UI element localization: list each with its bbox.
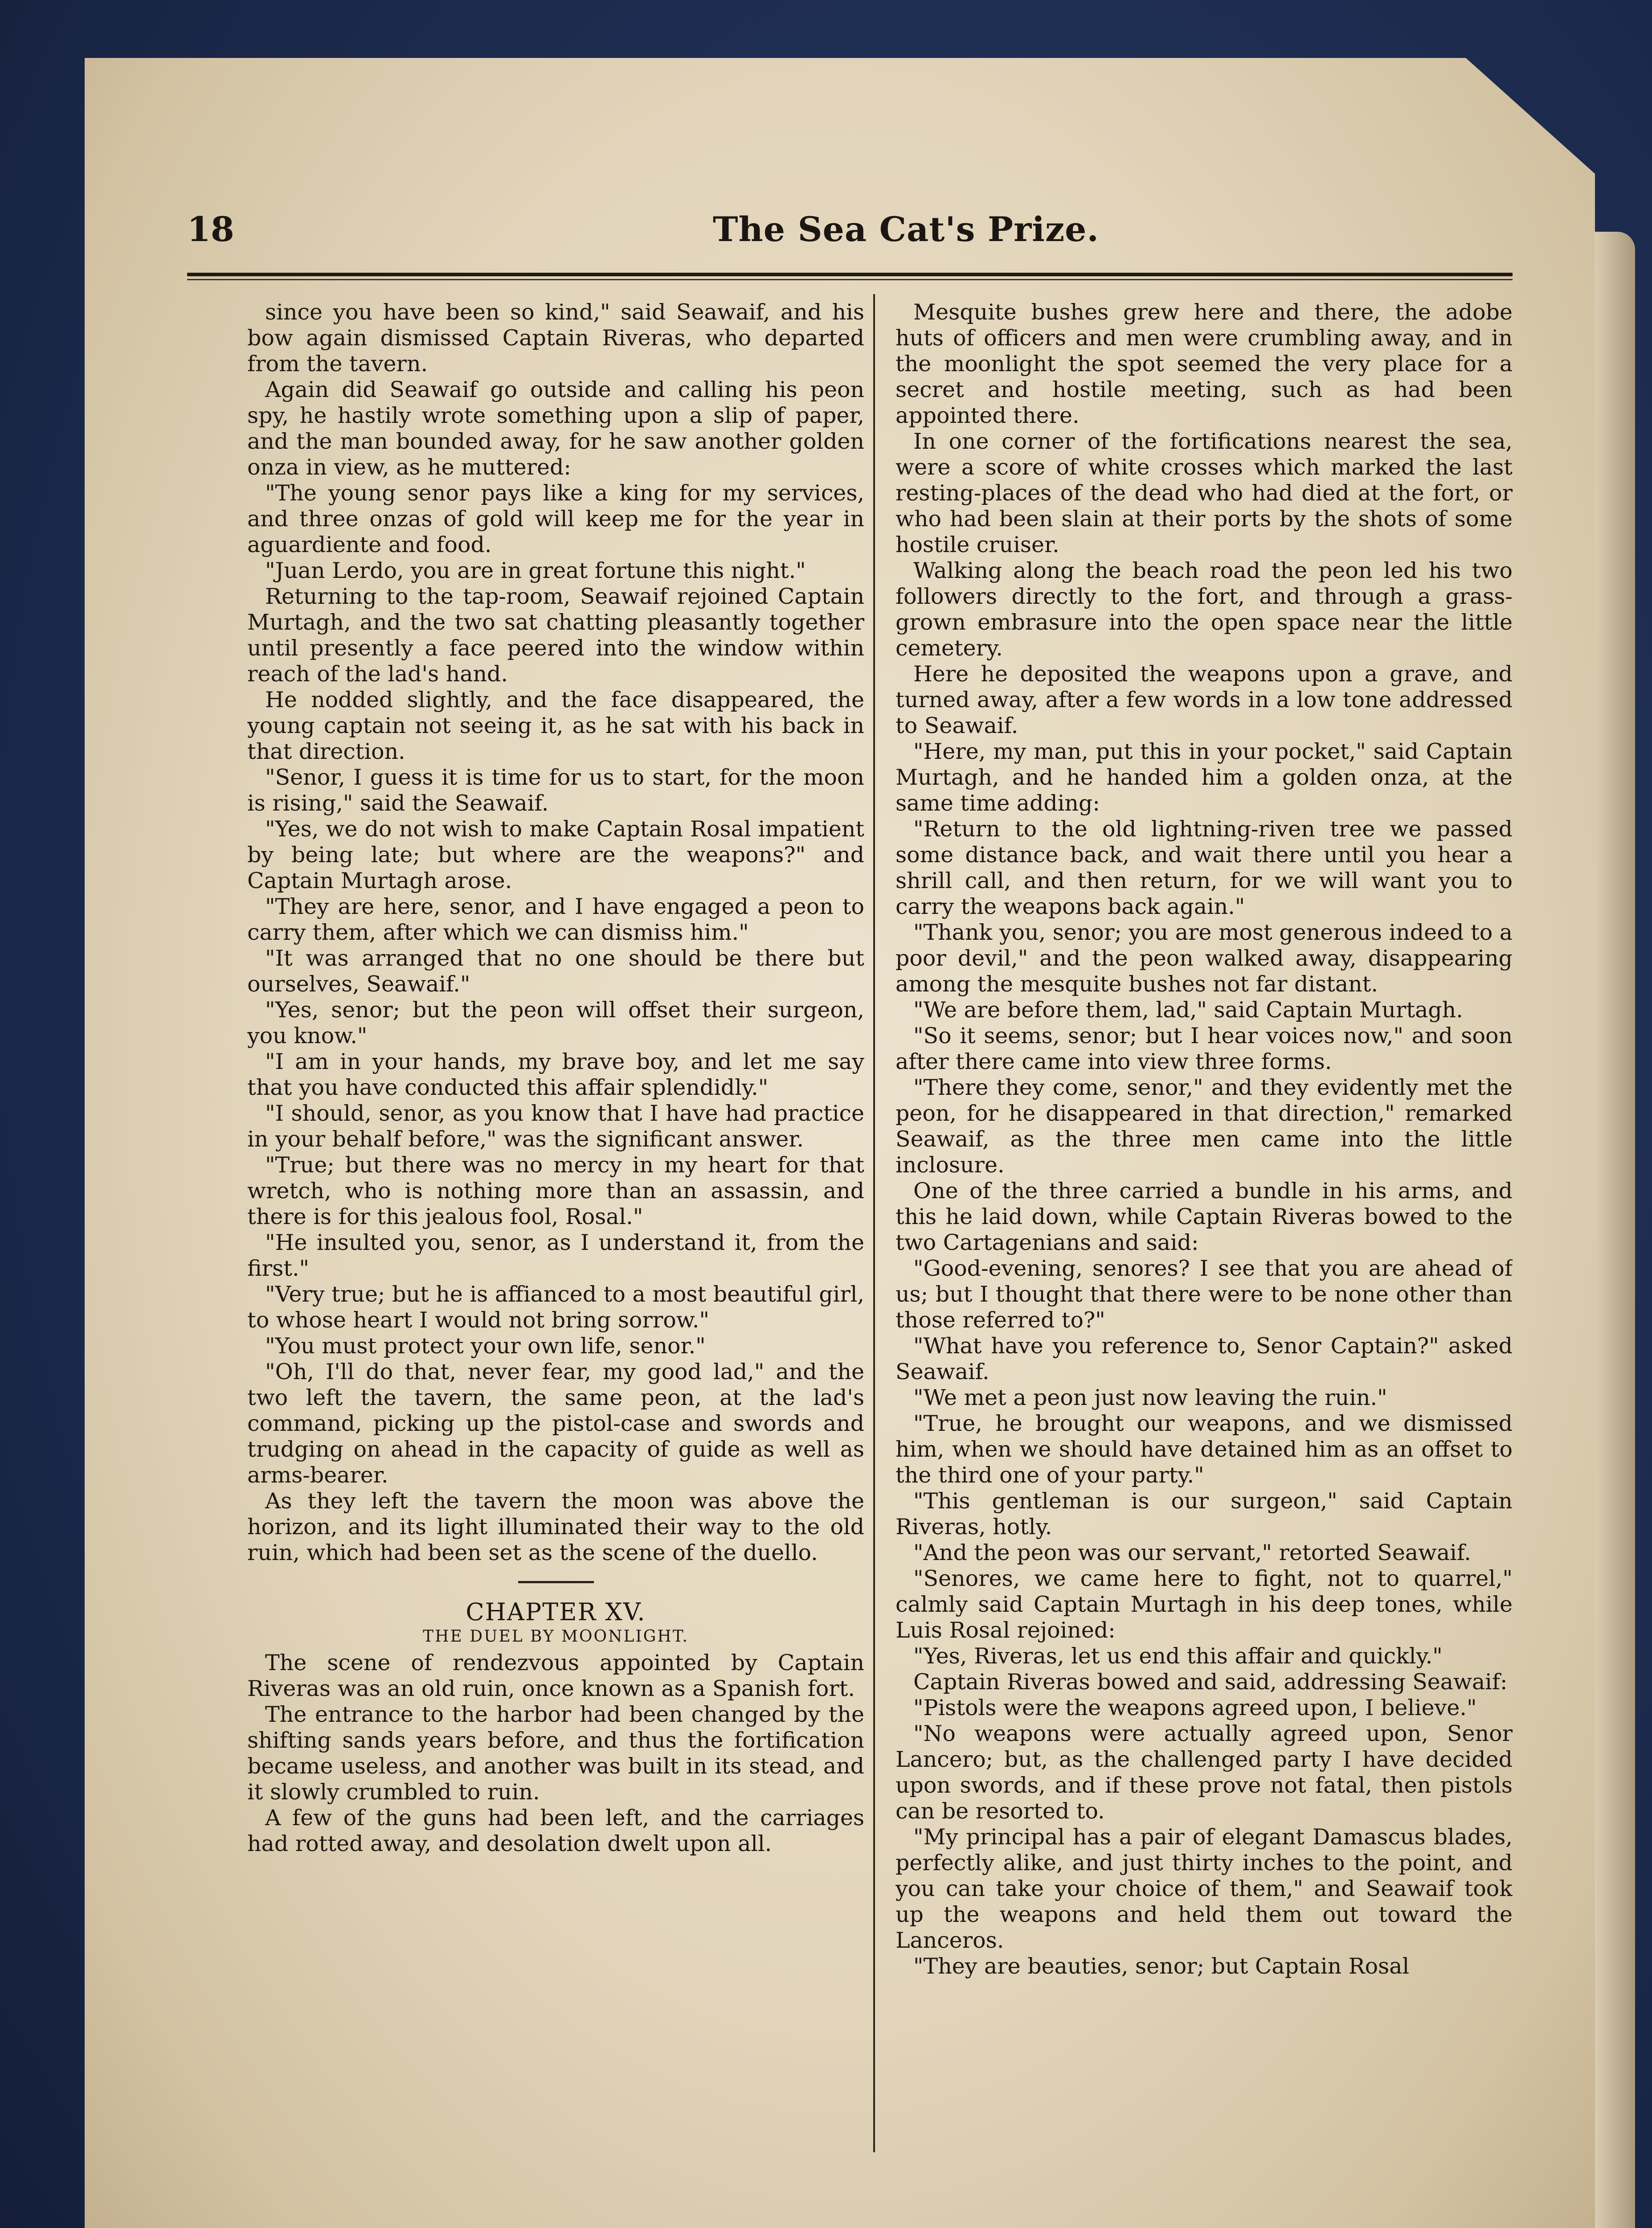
paragraph: Walking along the beach road the peon led his two followers directly to the fort, and through a grass-grown embrasure into the open space near the little cemetery.	[896, 558, 1513, 661]
paragraph: "We are before them, lad," said Captain Murtagh.	[913, 997, 1463, 1023]
paragraph: "Yes, Riveras, let us end this affair and quickly."	[913, 1643, 1443, 1669]
chapter-separator-rule	[518, 1581, 594, 1583]
header-rule-thick	[187, 273, 1513, 276]
paragraph: "Yes, senor; but the peon will offset their surgeon, you know."	[247, 997, 864, 1048]
paragraph: "Yes, we do not wish to make Captain Rosal impatient by being late; but where are the weapons?" and Captain Murtagh arose.	[247, 816, 864, 893]
paragraph: "Oh, I'll do that, never fear, my good lad," and the two left the tavern, the same peon, at the lad's command, picking up the pistol-case and swords and trudging on ahead in the capacity of guide as well as arms-bearer.	[247, 1359, 864, 1488]
header-rule-thin	[187, 279, 1513, 280]
paragraph: A few of the guns had been left, and the carriages had rotted away, and desolation dwelt upon all.	[247, 1805, 864, 1856]
column-divider	[873, 294, 875, 2152]
paragraph: "What have you reference to, Senor Captain?" asked Seawaif.	[896, 1333, 1513, 1384]
paragraph: "Juan Lerdo, you are in great fortune this night."	[265, 558, 806, 583]
paragraph: "They are here, senor, and I have engaged a peon to carry them, after which we can dismiss him."	[247, 894, 864, 945]
paragraph: He nodded slightly, and the face disappeared, the young captain not seeing it, as he sat with his back in that direction.	[247, 687, 864, 764]
paragraph: "I am in your hands, my brave boy, and let me say that you have conducted this affair splendidly."	[247, 1049, 864, 1100]
paragraph: "My principal has a pair of elegant Damascus blades, perfectly alike, and just thirty inches to the point, and you can take your choice of them," and Seawaif took up the weapons and held them out toward the Lanceros.	[896, 1824, 1513, 1953]
paragraph: "Senores, we came here to fight, not to quarrel," calmly said Captain Murtagh in his deep tones, while Luis Rosal rejoined:	[896, 1566, 1513, 1643]
paragraph: "He insulted you, senor, as I understand it, from the first."	[247, 1230, 864, 1281]
paragraph: "Pistols were the weapons agreed upon, I believe."	[913, 1695, 1477, 1720]
paragraph: Again did Seawaif go outside and calling his peon spy, he hastily wrote something upon a slip of paper, and the man bounded away, for he saw another golden onza in view, as he muttered:	[247, 377, 864, 480]
paragraph: "And the peon was our servant," retorted Seawaif.	[913, 1540, 1471, 1565]
running-title: The Sea Cat's Prize.	[713, 209, 1099, 249]
left-column	[247, 299, 864, 2171]
paragraph: Mesquite bushes grew here and there, the adobe huts of officers and men were crumbling away, and in the moonlight the spot seemed the very place for a secret and hostile meeting, such as had been appointed there.	[896, 299, 1513, 428]
page-number: 18	[187, 209, 234, 249]
paragraph: "True; but there was no mercy in my heart for that wretch, who is nothing more than an assassin, and there is for this jealous fool, Rosal."	[247, 1152, 864, 1229]
paragraph: The entrance to the harbor had been changed by the shifting sands years before, and thus the fortification became useless, and another was built in its stead, and it slowly crumbled to ruin.	[247, 1702, 864, 1805]
paragraph: "We met a peon just now leaving the ruin."	[913, 1385, 1387, 1410]
paragraph: The scene of rendezvous appointed by Captain Riveras was an old ruin, once known as a Spanish fort.	[247, 1650, 864, 1701]
paragraph: "It was arranged that no one should be there but ourselves, Seawaif."	[247, 946, 864, 997]
paragraph: "Here, my man, put this in your pocket," said Captain Murtagh, and he handed him a golden onza, at the same time adding:	[896, 739, 1513, 816]
paragraph: As they left the tavern the moon was above the horizon, and its light illuminated their way to the old ruin, which had been set as the scene of the duello.	[247, 1488, 864, 1565]
paragraph: Here he deposited the weapons upon a grave, and turned away, after a few words in a low tone addressed to Seawaif.	[896, 661, 1513, 738]
paragraph: "Very true; but he is affianced to a most beautiful girl, to whose heart I would not bring sorrow."	[247, 1282, 864, 1333]
paragraph: "Senor, I guess it is time for us to start, for the moon is rising," said the Seawaif.	[247, 765, 864, 816]
chapter-subtitle: THE DUEL BY MOONLIGHT.	[423, 1627, 689, 1646]
paragraph: Returning to the tap-room, Seawaif rejoined Captain Murtagh, and the two sat chatting pleasantly together until presently a face peered into the window within reach of the lad's hand.	[247, 584, 864, 687]
paragraph: "The young senor pays like a king for my services, and three onzas of gold will keep me for the year in aguardiente and food.	[247, 480, 864, 557]
page-header	[187, 209, 1506, 272]
paragraph: since you have been so kind," said Seawaif, and his bow again dismissed Captain Riveras, who departed from the tavern.	[247, 299, 864, 377]
paragraph: "Thank you, senor; you are most generous indeed to a poor devil," and the peon walked away, disappearing among the mesquite bushes not far distant.	[896, 920, 1513, 997]
chapter-title: CHAPTER XV.	[466, 1598, 646, 1626]
right-column	[896, 299, 1513, 2171]
paragraph: "So it seems, senor; but I hear voices now," and soon after there came into view three forms.	[896, 1023, 1513, 1074]
paragraph: "This gentleman is our surgeon," said Captain Riveras, hotly.	[896, 1488, 1513, 1540]
paragraph: One of the three carried a bundle in his arms, and this he laid down, while Captain Riveras bowed to the two Cartagenians and said:	[896, 1178, 1513, 1255]
paragraph: "True, he brought our weapons, and we dismissed him, when we should have detained him as an offset to the third one of your party."	[896, 1411, 1513, 1488]
paragraph: "Return to the old lightning-riven tree we passed some distance back, and wait there until you hear a shrill call, and then return, for we will want you to carry the weapons back again."	[896, 816, 1513, 919]
paragraph: "There they come, senor," and they evidently met the peon, for he disappeared in that direction," remarked Seawaif, as the three men came into the little inclosure.	[896, 1075, 1513, 1178]
paragraph: "No weapons were actually agreed upon, Senor Lancero; but, as the challenged party I have decided upon swords, and if these prove not fatal, then pistols can be resorted to.	[896, 1721, 1513, 1824]
paragraph: "Good-evening, senores? I see that you are ahead of us; but I thought that there were to be none other than those referred to?"	[896, 1256, 1513, 1333]
paragraph: "I should, senor, as you know that I have had practice in your behalf before," was the significant answer.	[247, 1101, 864, 1152]
paragraph: "You must protect your own life, senor."	[265, 1333, 706, 1359]
paragraph: "They are beauties, senor; but Captain Rosal	[913, 1954, 1410, 1979]
paragraph: Captain Riveras bowed and said, addressing Seawaif:	[913, 1669, 1508, 1695]
paragraph: In one corner of the fortifications nearest the sea, were a score of white crosses which marked the last resting-places of the dead who had died at the fort, or who had been slain at their ports by the shots of some hostile cruiser.	[896, 429, 1513, 557]
